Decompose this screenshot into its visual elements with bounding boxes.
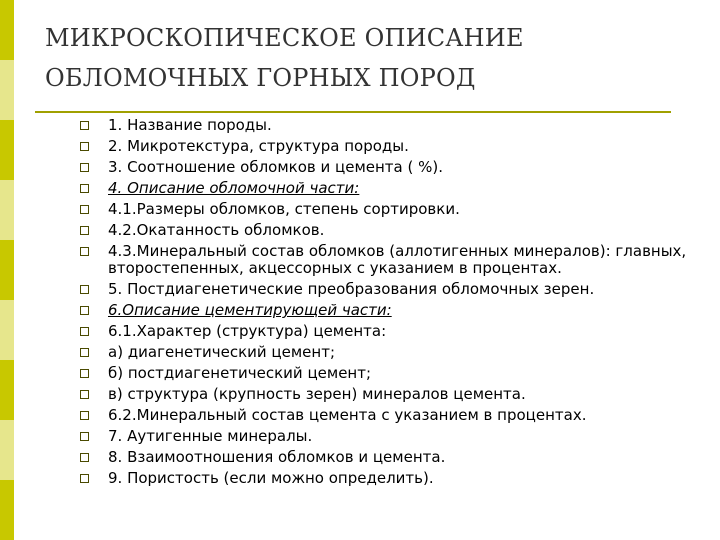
hollow-square-icon bbox=[80, 142, 89, 151]
hollow-square-icon bbox=[80, 369, 89, 378]
list-item bbox=[80, 243, 700, 277]
list-item-text: 4.3.Минеральный состав обломков (аллотигенных минералов): главных, второстепенных, акцессорных с указанием в процентах. bbox=[108, 242, 687, 277]
list-item-text: 4.1.Размеры обломков, степень сортировки. bbox=[108, 200, 460, 218]
list-item-text: 4.2.Окатанность обломков. bbox=[108, 221, 325, 239]
list-item bbox=[80, 323, 700, 340]
list-item-text: 1. Название породы. bbox=[108, 116, 272, 134]
hollow-square-icon bbox=[80, 474, 89, 483]
list-item-text: 6.1.Характер (структура) цемента: bbox=[108, 322, 387, 340]
list-item-text: 4. Описание обломочной части: bbox=[108, 179, 360, 197]
list-item-text: 8. Взаимоотношения обломков и цемента. bbox=[108, 448, 446, 466]
list-item bbox=[80, 344, 700, 361]
list-item-text: 6.2.Минеральный состав цемента с указанием в процентах. bbox=[108, 406, 587, 424]
bullet-list bbox=[80, 117, 700, 491]
title-line-2: ОБЛОМОЧНЫХ ГОРНЫХ ПОРОД bbox=[45, 64, 476, 92]
hollow-square-icon bbox=[80, 205, 89, 214]
list-item-text: б) постдиагенетический цемент; bbox=[108, 364, 372, 382]
list-item-text: в) структура (крупность зерен) минералов цемента. bbox=[108, 385, 526, 403]
list-item bbox=[80, 159, 700, 176]
hollow-square-icon bbox=[80, 432, 89, 441]
hollow-square-icon bbox=[80, 306, 89, 315]
hollow-square-icon bbox=[80, 348, 89, 357]
slide-title bbox=[45, 18, 685, 98]
list-item bbox=[80, 302, 700, 319]
hollow-square-icon bbox=[80, 247, 89, 256]
list-item-text: 6.Описание цементирующей части: bbox=[108, 301, 392, 319]
hollow-square-icon bbox=[80, 390, 89, 399]
title-divider bbox=[35, 111, 671, 113]
list-item bbox=[80, 138, 700, 155]
hollow-square-icon bbox=[80, 226, 89, 235]
list-item bbox=[80, 117, 700, 134]
list-item-text: а) диагенетический цемент; bbox=[108, 343, 335, 361]
list-item-text: 3. Соотношение обломков и цемента ( %). bbox=[108, 158, 443, 176]
list-item bbox=[80, 449, 700, 466]
hollow-square-icon bbox=[80, 121, 89, 130]
hollow-square-icon bbox=[80, 184, 89, 193]
hollow-square-icon bbox=[80, 327, 89, 336]
list-item-text: 5. Постдиагенетические преобразования обломочных зерен. bbox=[108, 280, 595, 298]
title-line-1: МИКРОСКОПИЧЕСКОЕ ОПИСАНИЕ bbox=[45, 24, 524, 52]
accent-side-bar bbox=[0, 0, 14, 540]
list-item bbox=[80, 470, 700, 487]
list-item bbox=[80, 281, 700, 298]
list-item-text: 2. Микротекстура, структура породы. bbox=[108, 137, 409, 155]
hollow-square-icon bbox=[80, 411, 89, 420]
list-item-text: 7. Аутигенные минералы. bbox=[108, 427, 313, 445]
list-item bbox=[80, 180, 700, 197]
list-item bbox=[80, 222, 700, 239]
list-item bbox=[80, 428, 700, 445]
hollow-square-icon bbox=[80, 163, 89, 172]
hollow-square-icon bbox=[80, 285, 89, 294]
list-item bbox=[80, 386, 700, 403]
list-item bbox=[80, 201, 700, 218]
list-item bbox=[80, 407, 700, 424]
hollow-square-icon bbox=[80, 453, 89, 462]
list-item-text: 9. Пористость (если можно определить). bbox=[108, 469, 434, 487]
list-item bbox=[80, 365, 700, 382]
